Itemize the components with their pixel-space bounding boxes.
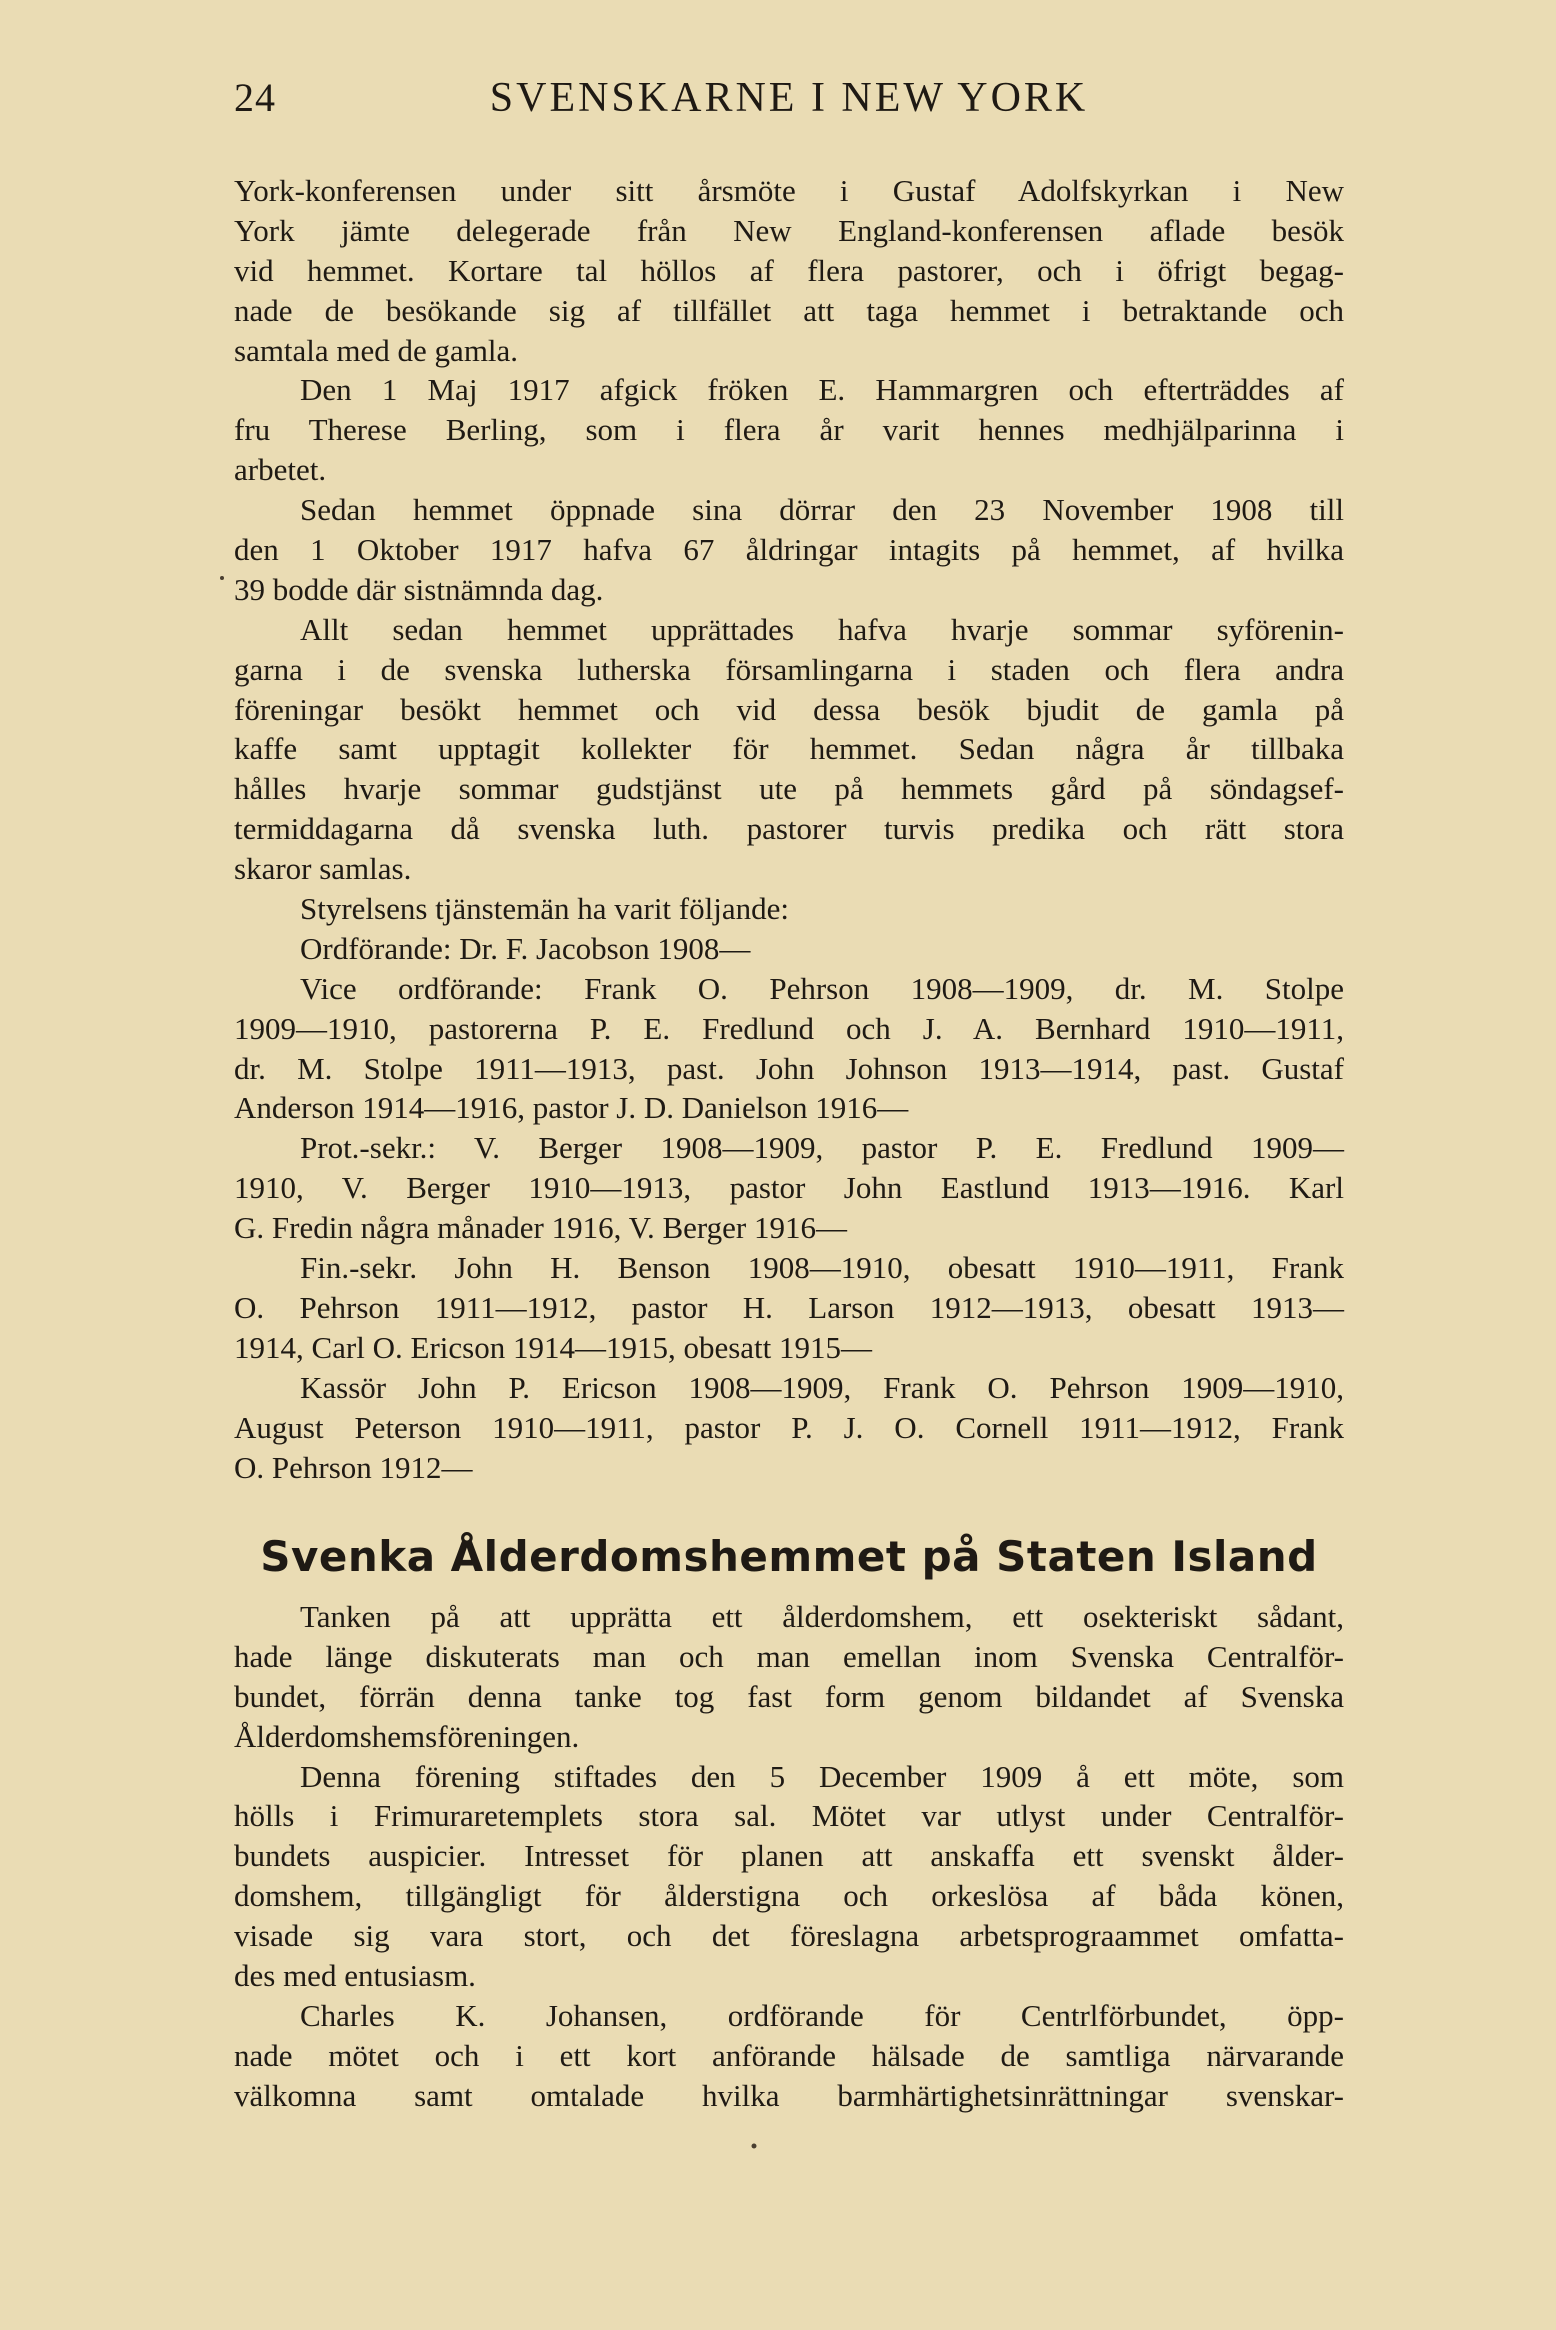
text-line: arbetet. bbox=[234, 452, 327, 488]
text-line: Tanken på att upprätta ett ålderdomshem, ett osekteriskt sådant, bbox=[300, 1599, 1344, 1634]
text-line: Prot.-sekr.: V. Berger 1908—1909, pastor P. E. Fredlund 1909— bbox=[300, 1130, 1344, 1166]
speck-mark bbox=[752, 2144, 757, 2149]
text-line: Ordförande: Dr. F. Jacobson 1908— bbox=[300, 930, 751, 966]
body-text-section-2 bbox=[234, 1597, 1344, 2116]
text-line: Allt sedan hemmet upprättades hafva hvarje sommar syförenin- bbox=[300, 611, 1344, 647]
text-line: Anderson 1914—1916, pastor J. D. Danielson 1916— bbox=[234, 1090, 909, 1126]
text-line: York-konferensen under sitt årsmöte i Gustaf Adolfskyrkan i New bbox=[234, 173, 1344, 208]
text-line: bundets auspicier. Intresset för planen att anskaffa ett svenskt ålder- bbox=[234, 1838, 1344, 1874]
text-line: fru Therese Berling, som i flera år varit hennes medhjälparinna i bbox=[234, 412, 1344, 448]
text-line: garna i de svenska lutherska församlingarna i staden och flera andra bbox=[234, 651, 1344, 687]
text-line: nade mötet och i ett kort anförande hälsade de samtliga närvarande bbox=[234, 2037, 1344, 2073]
text-line: York jämte delegerade från New England-konferensen aflade besök bbox=[234, 212, 1344, 248]
text-line: O. Pehrson 1911—1912, pastor H. Larson 1912—1913, obesatt 1913— bbox=[234, 1289, 1344, 1325]
text-line: Charles K. Johansen, ordförande för Centrlförbundet, öpp- bbox=[300, 1997, 1344, 2033]
text-line: termiddagarna då svenska luth. pastorer turvis predika och rätt stora bbox=[234, 811, 1344, 847]
text-line: samtala med de gamla. bbox=[234, 332, 519, 368]
text-line: Ålderdomshemsföreningen. bbox=[234, 1718, 580, 1754]
text-line: skaror samlas. bbox=[234, 851, 412, 887]
text-line: Denna förening stiftades den 5 December 1909 å ett möte, som bbox=[300, 1758, 1344, 1794]
text-line: Sedan hemmet öppnade sina dörrar den 23 November 1908 till bbox=[300, 492, 1344, 528]
speck-mark bbox=[220, 576, 224, 580]
text-line: 1914, Carl O. Ericson 1914—1915, obesatt 1915— bbox=[234, 1329, 873, 1365]
text-line: Fin.-sekr. John H. Benson 1908—1910, obesatt 1910—1911, Frank bbox=[300, 1250, 1344, 1286]
text-line: 39 bodde där sistnämnda dag. bbox=[234, 571, 604, 607]
text-line: hölls i Frimuraretemplets stora sal. Mötet var utlyst under Centralför- bbox=[234, 1798, 1344, 1834]
text-line: hålles hvarje sommar gudstjänst ute på hemmets gård på söndagsef- bbox=[234, 771, 1344, 807]
text-line: kaffe samt upptagit kollekter för hemmet. Sedan några år tillbaka bbox=[234, 731, 1344, 767]
text-line: des med entusiasm. bbox=[234, 1958, 476, 1994]
page-number: 24 bbox=[234, 75, 276, 120]
body-text-section-1 bbox=[234, 171, 1344, 1487]
section-heading: Svenka Ålderdomshemmet på Staten Island bbox=[260, 1532, 1318, 1581]
text-line: G. Fredin några månader 1916, V. Berger 1916— bbox=[234, 1210, 847, 1246]
text-line: den 1 Oktober 1917 hafva 67 åldringar intagits på hemmet, af hvilka bbox=[234, 532, 1344, 568]
text-line: Kassör John P. Ericson 1908—1909, Frank O. Pehrson 1909—1910, bbox=[300, 1369, 1344, 1405]
text-line: O. Pehrson 1912— bbox=[234, 1449, 473, 1485]
text-line: August Peterson 1910—1911, pastor P. J. O. Cornell 1911—1912, Frank bbox=[234, 1409, 1344, 1445]
text-line: Den 1 Maj 1917 afgick fröken E. Hammargren och efterträddes af bbox=[300, 372, 1344, 408]
page-header bbox=[234, 74, 1344, 126]
text-line: dr. M. Stolpe 1911—1913, past. John Johnson 1913—1914, past. Gustaf bbox=[234, 1050, 1344, 1086]
text-line: domshem, tillgängligt för ålderstigna och orkeslösa af båda könen, bbox=[234, 1878, 1344, 1914]
text-line: hade länge diskuterats man och man emellan inom Svenska Centralför- bbox=[234, 1638, 1344, 1674]
text-line: Styrelsens tjänstemän ha varit följande: bbox=[300, 891, 789, 927]
text-line: bundet, förrän denna tanke tog fast form genom bildandet af Svenska bbox=[234, 1678, 1344, 1714]
text-line: 1909—1910, pastorerna P. E. Fredlund och J. A. Bernhard 1910—1911, bbox=[234, 1010, 1344, 1046]
running-head: SVENSKARNE I NEW YORK bbox=[489, 75, 1089, 121]
text-line: vid hemmet. Kortare tal höllos af flera pastorer, och i öfrigt begag- bbox=[234, 252, 1344, 288]
text-line: visade sig vara stort, och det föreslagna arbetsprograammet omfatta- bbox=[234, 1918, 1344, 1954]
text-line: föreningar besökt hemmet och vid dessa besök bjudit de gamla på bbox=[234, 691, 1344, 727]
text-line: nade de besökande sig af tillfället att taga hemmet i betraktande och bbox=[234, 292, 1344, 328]
text-line: 1910, V. Berger 1910—1913, pastor John Eastlund 1913—1916. Karl bbox=[234, 1170, 1344, 1206]
text-line: Vice ordförande: Frank O. Pehrson 1908—1909, dr. M. Stolpe bbox=[300, 970, 1344, 1006]
text-line: välkomna samt omtalade hvilka barmhärtighetsinrättningar svenskar- bbox=[234, 2077, 1344, 2113]
